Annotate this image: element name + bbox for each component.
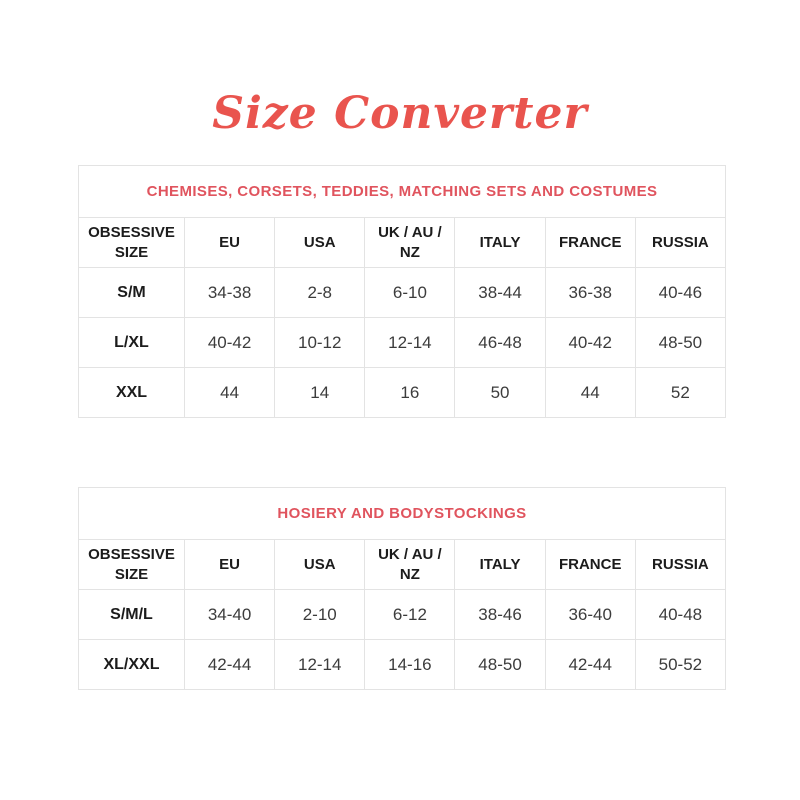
value-cell: 16 [365, 368, 455, 418]
value-cell: 14-16 [365, 640, 455, 690]
value-cell: 38-46 [455, 590, 545, 640]
size-cell: XXL [79, 368, 185, 418]
table-row [79, 268, 726, 318]
value-cell: 44 [185, 368, 275, 418]
column-header-obsessive-size: OBSESSIVE SIZE [79, 540, 185, 590]
column-header-uk-au-nz: UK / AU / NZ [365, 540, 455, 590]
value-cell: 40-48 [635, 590, 725, 640]
size-cell: S/M/L [79, 590, 185, 640]
column-header-uk-au-nz: UK / AU / NZ [365, 218, 455, 268]
table-heading: HOSIERY AND BODYSTOCKINGS [79, 488, 726, 540]
value-cell: 40-42 [185, 318, 275, 368]
column-header-usa: USA [275, 540, 365, 590]
table-row [79, 590, 726, 640]
table-heading-row [79, 488, 726, 540]
value-cell: 6-10 [365, 268, 455, 318]
page-title: Size Converter [212, 88, 588, 139]
value-cell: 40-46 [635, 268, 725, 318]
table-heading: CHEMISES, CORSETS, TEDDIES, MATCHING SETS AND COSTUMES [79, 166, 726, 218]
value-cell: 2-8 [275, 268, 365, 318]
size-cell: S/M [79, 268, 185, 318]
value-cell: 42-44 [185, 640, 275, 690]
value-cell: 38-44 [455, 268, 545, 318]
table-row [79, 318, 726, 368]
column-header-row [79, 540, 726, 590]
value-cell: 48-50 [455, 640, 545, 690]
column-header-russia: RUSSIA [635, 540, 725, 590]
value-cell: 50 [455, 368, 545, 418]
size-table-chemises [78, 165, 726, 418]
value-cell: 36-38 [545, 268, 635, 318]
value-cell: 36-40 [545, 590, 635, 640]
value-cell: 40-42 [545, 318, 635, 368]
value-cell: 6-12 [365, 590, 455, 640]
column-header-obsessive-size: OBSESSIVE SIZE [79, 218, 185, 268]
column-header-italy: ITALY [455, 540, 545, 590]
value-cell: 52 [635, 368, 725, 418]
value-cell: 34-38 [185, 268, 275, 318]
value-cell: 50-52 [635, 640, 725, 690]
value-cell: 48-50 [635, 318, 725, 368]
table-row [79, 368, 726, 418]
size-cell: XL/XXL [79, 640, 185, 690]
column-header-russia: RUSSIA [635, 218, 725, 268]
value-cell: 12-14 [275, 640, 365, 690]
value-cell: 14 [275, 368, 365, 418]
table-row [79, 640, 726, 690]
size-table-hosiery [78, 487, 726, 690]
value-cell: 12-14 [365, 318, 455, 368]
column-header-usa: USA [275, 218, 365, 268]
table-heading-row [79, 166, 726, 218]
column-header-eu: EU [185, 540, 275, 590]
value-cell: 2-10 [275, 590, 365, 640]
value-cell: 44 [545, 368, 635, 418]
column-header-row [79, 218, 726, 268]
column-header-eu: EU [185, 218, 275, 268]
column-header-france: FRANCE [545, 540, 635, 590]
value-cell: 10-12 [275, 318, 365, 368]
value-cell: 34-40 [185, 590, 275, 640]
value-cell: 46-48 [455, 318, 545, 368]
value-cell: 42-44 [545, 640, 635, 690]
column-header-france: FRANCE [545, 218, 635, 268]
size-cell: L/XL [79, 318, 185, 368]
column-header-italy: ITALY [455, 218, 545, 268]
